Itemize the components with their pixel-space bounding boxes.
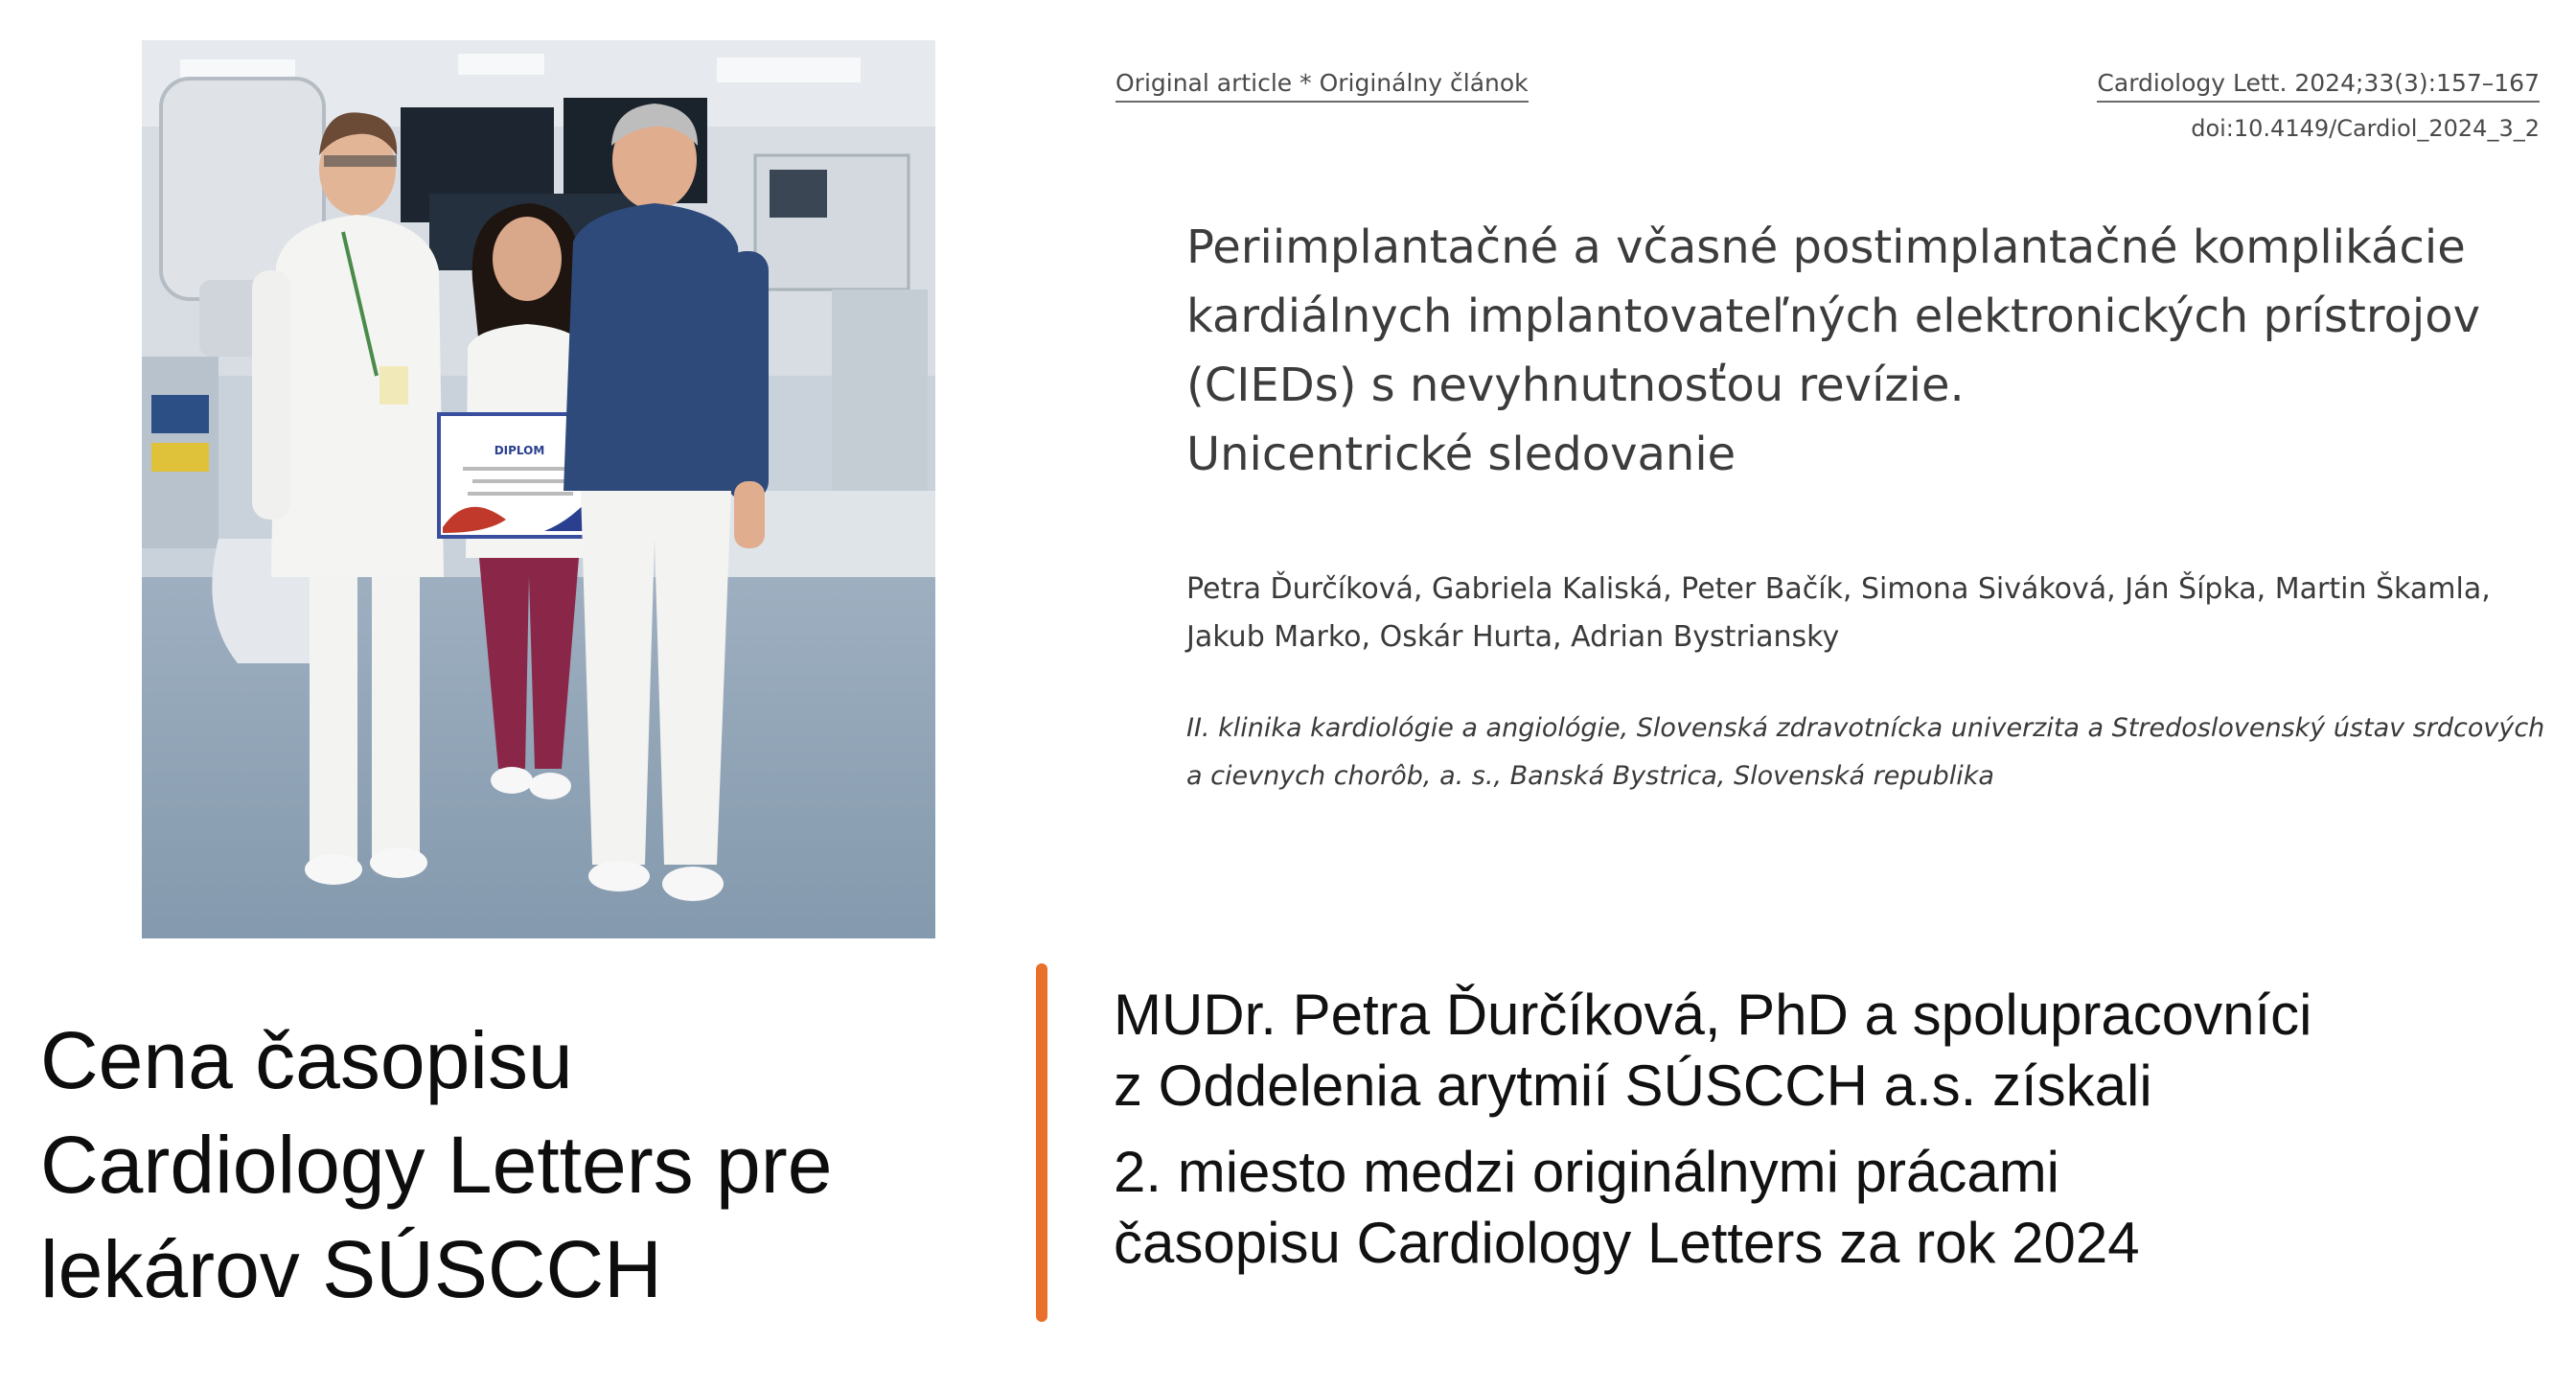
award-description bbox=[1114, 980, 2551, 1279]
journal-citation: Cardiology Lett. 2024;33(3):157–167 bbox=[2097, 69, 2540, 103]
article-title-line: Periimplantačné a včasné postimplantačné komplikácie bbox=[1186, 220, 2466, 274]
article-authors-line: Jakub Marko, Oskár Hurta, Adrian Bystriansky bbox=[1186, 620, 1840, 654]
article-type-label: Original article * Originálny článok bbox=[1116, 69, 1529, 103]
article-title-line: Unicentrické sledovanie bbox=[1186, 428, 1736, 481]
vertical-divider bbox=[1036, 963, 1047, 1322]
article-affiliation-line: a cievnych chorôb, a. s., Banská Bystrica, Slovenská republika bbox=[1186, 761, 1994, 791]
article-title-line: (CIEDs) s nevyhnutnosťou revízie. bbox=[1186, 359, 1965, 412]
award-heading bbox=[40, 1008, 979, 1322]
article-authors bbox=[1186, 566, 2509, 661]
award-text-line: časopisu Cardiology Letters za rok 2024 bbox=[1114, 1211, 2140, 1275]
article-doi: doi:10.4149/Cardiol_2024_3_2 bbox=[2191, 115, 2540, 142]
article-title bbox=[1186, 213, 2480, 489]
award-photo-illustration bbox=[142, 40, 935, 938]
article-authors-line: Petra Ďurčíková, Gabriela Kaliská, Peter Bačík, Simona Siváková, Ján Šípka, Martin Škamla, bbox=[1186, 572, 2491, 606]
article-title-line: kardiálnych implantovateľných elektronických prístrojov bbox=[1186, 289, 2480, 343]
diploma-heading: DIPLOM bbox=[494, 444, 545, 457]
award-heading-line: lekárov SÚSCCH bbox=[40, 1224, 662, 1314]
award-text-line: 2. miesto medzi originálnymi prácami bbox=[1114, 1140, 2060, 1204]
article-header bbox=[1102, 58, 2559, 805]
award-heading-line: Cardiology Letters pre bbox=[40, 1120, 833, 1210]
award-heading-line: Cena časopisu bbox=[40, 1015, 573, 1105]
article-affiliation-line: II. klinika kardiológie a angiológie, Slovenská zdravotnícka univerzita a Stredoslovenský ústav srdcových bbox=[1186, 713, 2545, 743]
article-affiliation bbox=[1186, 705, 2545, 800]
award-text-line: z Oddelenia arytmií SÚSCCH a.s. získali bbox=[1114, 1053, 2152, 1118]
award-text-line: MUDr. Petra Ďurčíková, PhD a spolupracovníci bbox=[1114, 983, 2312, 1047]
award-photo bbox=[142, 40, 935, 938]
